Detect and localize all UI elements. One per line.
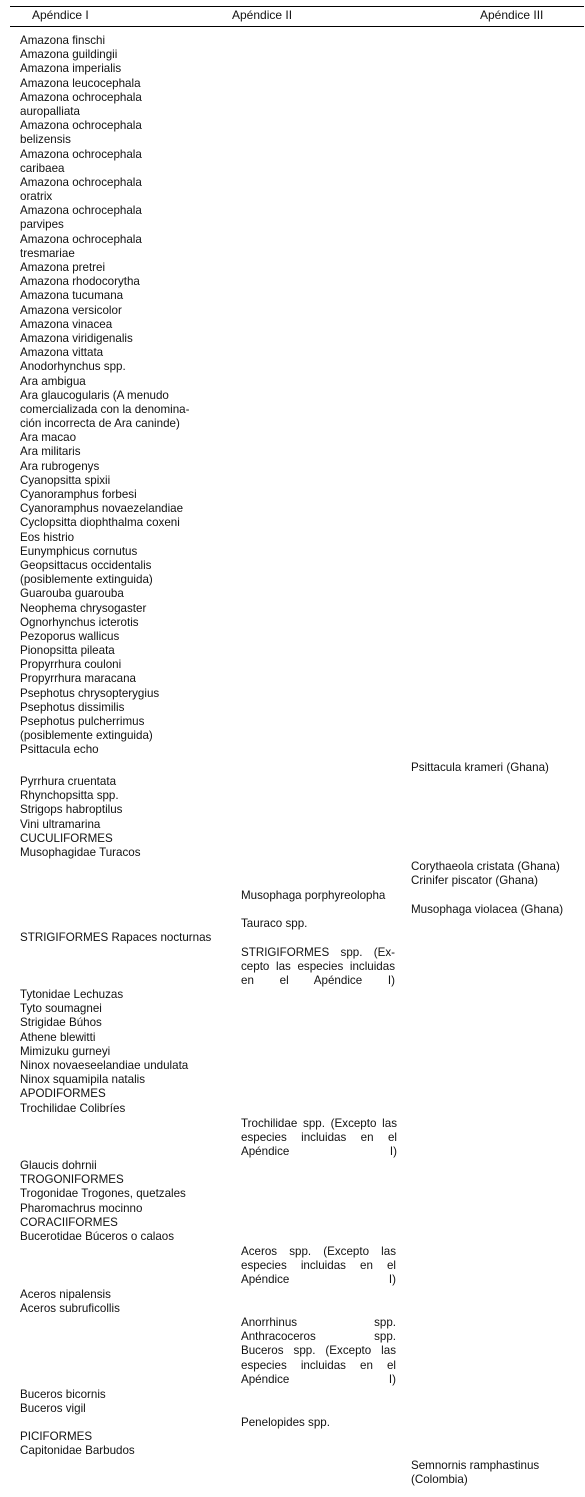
col3-block xyxy=(411,1459,539,1487)
species-line: Psittacula krameri (Ghana) xyxy=(411,761,549,774)
species-line: Ara ambigua xyxy=(20,374,86,388)
species-line: Amazona ochrocephala xyxy=(20,204,142,218)
col1-block xyxy=(20,775,141,860)
species-line: Ara militaris xyxy=(20,445,81,459)
species-line: Amazona pretrei xyxy=(20,261,106,274)
species-line: Aceros nipalensis xyxy=(20,1288,111,1301)
species-line: Tyto soumagnei xyxy=(20,1002,102,1016)
top-rule xyxy=(10,6,584,7)
species-line: Apéndice I) xyxy=(241,1273,396,1287)
species-line: Buceros bicornis xyxy=(20,1388,106,1401)
species-line: Cyanopsitta spixii xyxy=(20,473,111,487)
col1-block xyxy=(20,988,188,1116)
species-line: Ninox squamipila natalis xyxy=(20,1073,146,1087)
species-line: Strigops habroptilus xyxy=(20,803,123,817)
species-line: Amazona tucumana xyxy=(20,289,124,303)
col1-block xyxy=(20,931,211,945)
species-line: Amazona ochrocephala xyxy=(20,119,142,133)
species-line: Cyanoramphus forbesi xyxy=(20,488,137,501)
species-line: Amazona ochrocephala xyxy=(20,147,142,161)
col3-block xyxy=(411,903,563,917)
species-line: belizensis xyxy=(20,133,71,147)
species-line: Mimizuku gurneyi xyxy=(20,1044,111,1058)
col2-block xyxy=(241,1316,396,1387)
header-apendice-3: Apéndice III xyxy=(480,8,544,22)
species-line: ción incorrecta de Ara caninde) xyxy=(20,417,180,431)
species-line: cepto las especies incluidas xyxy=(241,960,395,974)
species-line: Eunymphicus cornutus xyxy=(20,544,138,558)
species-line: Tauraco spp. xyxy=(241,917,308,930)
col1-block xyxy=(20,1159,186,1244)
species-line: Athene blewitti xyxy=(20,1030,96,1044)
species-line: Bucerotidae Búceros o calaos xyxy=(20,1229,175,1243)
species-line: Trochilidae spp. (Excepto las xyxy=(241,1117,397,1130)
col2-block xyxy=(241,946,395,989)
species-line: Ara glaucogularis (A menudo xyxy=(20,388,169,402)
species-line: Amazona versicolor xyxy=(20,303,122,317)
species-line: Psittacula echo xyxy=(20,743,99,757)
species-line: Strigidae Búhos xyxy=(20,1016,102,1030)
col2-block xyxy=(241,889,385,903)
species-line: Propyrrhura maracana xyxy=(20,672,136,686)
species-line: CUCULIFORMES xyxy=(20,831,113,845)
species-line: CORACIIFORMES xyxy=(20,1215,118,1229)
species-line: comercializada con la denomina- xyxy=(20,402,190,416)
species-line: Amazona ochrocephala xyxy=(20,90,142,104)
species-line: Anorrhinus spp. xyxy=(241,1316,396,1329)
species-line: PICIFORMES xyxy=(20,1430,93,1443)
species-line: Propyrrhura couloni xyxy=(20,658,122,672)
species-line: oratrix xyxy=(20,190,53,204)
species-line: (posiblemente extinguida) xyxy=(20,729,153,743)
species-line: Amazona vittata xyxy=(20,346,104,360)
header-rule xyxy=(10,26,584,27)
species-line: Trochilidae Colibríes xyxy=(20,1101,126,1115)
species-line: APODIFORMES xyxy=(20,1087,106,1101)
species-line: STRIGIFORMES spp. (Ex- xyxy=(241,946,395,959)
species-line: Amazona imperialis xyxy=(20,62,122,76)
species-line: Amazona rhodocorytha xyxy=(20,275,140,289)
species-line: Amazona ochrocephala xyxy=(20,175,142,189)
species-line: TROGONIFORMES xyxy=(20,1173,124,1187)
col1-block xyxy=(20,1288,120,1316)
species-line: Amazona ochrocephala xyxy=(20,232,142,246)
species-line: Apéndice I) xyxy=(241,1145,397,1159)
species-line: Pyrrhura cruentata xyxy=(20,775,117,788)
species-line: STRIGIFORMES Rapaces nocturnas xyxy=(20,931,212,944)
species-line: Pionopsitta pileata xyxy=(20,644,115,658)
species-line: Musophaga porphyreolopha xyxy=(241,889,386,902)
species-line: especies incluidas en el xyxy=(241,1358,396,1372)
species-line: especies incluidas en el xyxy=(241,1259,396,1273)
species-line: Cyanoramphus novaezelandiae xyxy=(20,502,184,516)
species-line: Amazona guildingii xyxy=(20,48,118,62)
species-line: Apéndice I) xyxy=(241,1372,396,1386)
header-apendice-1: Apéndice I xyxy=(32,8,89,22)
species-line: Musophagidae Turacos xyxy=(20,845,141,859)
species-line: Buceros vigil xyxy=(20,1402,86,1416)
species-line: en el Apéndice I) xyxy=(241,974,395,988)
species-line: Corythaeola cristata (Ghana) xyxy=(411,860,560,873)
species-line: Psephotus dissimilis xyxy=(20,700,125,714)
col2-block xyxy=(241,1245,396,1288)
species-line: Psephotus pulcherrimus xyxy=(20,715,145,728)
species-line: Neophema chrysogaster xyxy=(20,601,147,615)
species-line: Pezoporus wallicus xyxy=(20,629,120,643)
col2-block xyxy=(241,917,307,931)
col1-block xyxy=(20,34,190,758)
species-line: Crinifer piscator (Ghana) xyxy=(411,874,538,888)
species-line: Guarouba guarouba xyxy=(20,587,124,601)
species-line: especies incluidas en el xyxy=(241,1131,397,1145)
col2-block xyxy=(241,1416,330,1430)
species-line: Musophaga violacea (Ghana) xyxy=(411,903,564,916)
species-line: Penelopides spp. xyxy=(241,1416,330,1429)
species-line: Anodorhynchus spp. xyxy=(20,360,126,374)
species-line: Amazona finschi xyxy=(20,34,106,47)
species-line: Psephotus chrysopterygius xyxy=(20,686,160,700)
species-line: (posiblemente extinguida) xyxy=(20,573,153,587)
species-line: Trogonidae Trogones, quetzales xyxy=(20,1187,186,1201)
species-line: Aceros spp. (Excepto las xyxy=(241,1245,396,1258)
col2-block xyxy=(241,1117,397,1160)
species-line: caribaea xyxy=(20,161,65,175)
species-line: Anthracoceros spp. xyxy=(241,1330,396,1344)
species-line: Semnornis ramphastinus xyxy=(411,1459,540,1472)
species-line: Buceros spp. (Excepto las xyxy=(241,1344,396,1358)
species-line: Rhynchopsitta spp. xyxy=(20,789,119,803)
species-line: Ara rubrogenys xyxy=(20,459,100,473)
species-line: Capitonidae Barbudos xyxy=(20,1444,135,1458)
species-line: Geopsittacus occidentalis xyxy=(20,558,152,572)
species-line: Tytonidae Lechuzas xyxy=(20,988,124,1001)
col3-block xyxy=(411,860,560,888)
species-line: Ara macao xyxy=(20,431,77,445)
species-line: Pharomachrus mocinno xyxy=(20,1201,143,1215)
species-line: Cyclopsitta diophthalma coxeni xyxy=(20,516,180,530)
species-line: tresmariae xyxy=(20,246,75,260)
species-line: Amazona viridigenalis xyxy=(20,331,133,345)
species-line: Eos histrio xyxy=(20,530,75,544)
col1-block xyxy=(20,1388,106,1416)
header-apendice-2: Apéndice II xyxy=(232,8,293,22)
species-line: Glaucis dohrnii xyxy=(20,1159,97,1172)
species-line: Ninox novaeseelandiae undulata xyxy=(20,1058,189,1072)
species-line: Amazona vinacea xyxy=(20,317,113,331)
species-line: Amazona leucocephala xyxy=(20,76,141,90)
species-line: parvipes xyxy=(20,218,64,232)
species-line: (Colombia) xyxy=(411,1473,468,1487)
species-line: Vini ultramarina xyxy=(20,817,101,831)
species-line: Aceros subruficollis xyxy=(20,1302,120,1316)
col1-block xyxy=(20,1430,135,1458)
species-line: auropalliata xyxy=(20,104,80,118)
col3-block xyxy=(411,761,549,775)
species-line: Ognorhynchus icterotis xyxy=(20,615,139,629)
